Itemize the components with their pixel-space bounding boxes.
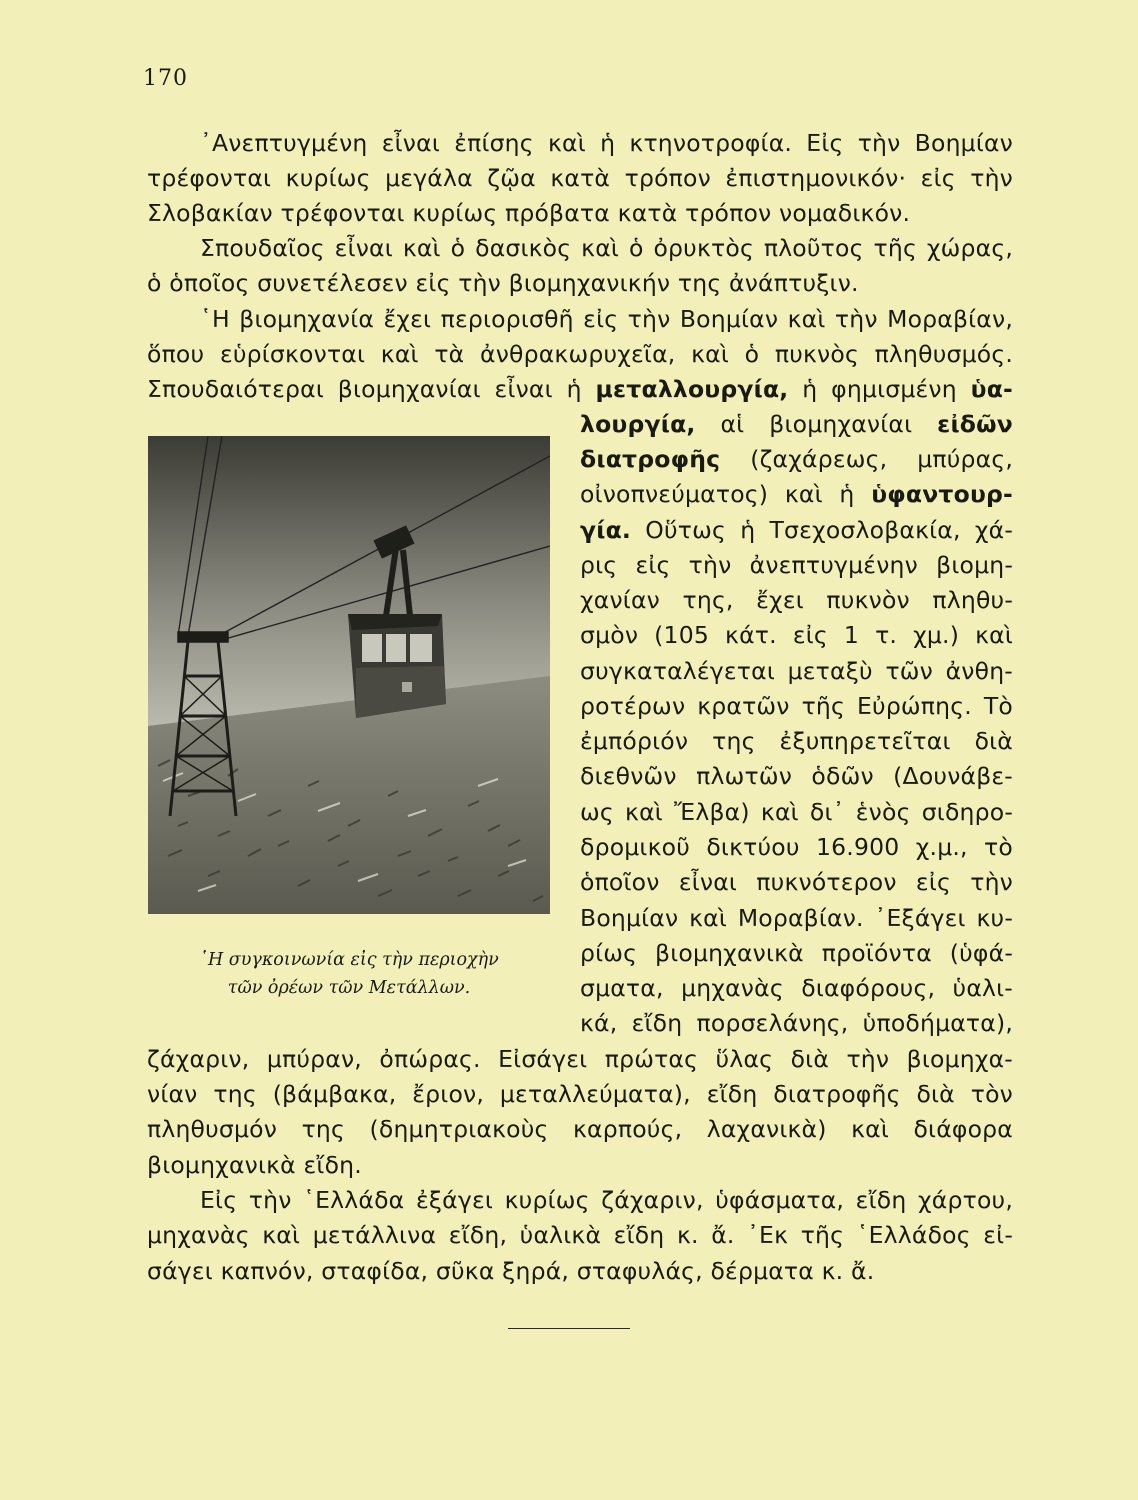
bold-term: διατροφῆς [580,445,721,473]
bold-term: εἰδῶν [937,410,1013,438]
column-line: ρις εἰς τὴν ἀνεπτυγμένην βιομη- [580,551,1013,579]
text-line: Σπουδαῖος εἶναι καὶ ὁ δασικὸς καὶ ὁ ὀρυκτὸς πλοῦτος τῆς χώρας, [200,234,1013,262]
text-line: τρέφονται κυρίως μεγάλα ζῷα κατὰ τρόπον ἐπιστημονικόν· εἰς τὴν [147,164,1013,192]
text-run: Σπουδαιότεραι βιομηχανίαι εἶναι ἡ [147,375,596,403]
text-line: ὁ ὁποῖος συνετέλεσεν εἰς τὴν βιομηχανικήν της ἀνάπτυξιν. [147,269,859,297]
bold-term: γία. [580,516,632,544]
column-line: σματα, μηχανὰς διαφόρους, ὑαλι- [580,974,1013,1002]
text-line: μηχανὰς καὶ μετάλλινα εἴδη, ὑαλικὰ εἴδη κ. ἄ. ᾽Εκ τῆς ῾Ελλάδος εἰ- [147,1221,1013,1249]
text-run: Οὕτως ἡ Τσεχοσλοβακία, χά- [631,516,1013,544]
column-line: κά, εἴδη πορσελάνης, ὑποδήματα), [580,1009,1013,1037]
text-line: νίαν της (βάμβακα, ἔριον, μεταλλεύματα), εἴδη διατροφῆς διὰ τὸν [147,1080,1013,1108]
bold-term: λουργία, [580,410,696,438]
text-line: ὅπου εὑρίσκονται καὶ τὰ ἀνθρακωρυχεῖα, καὶ ὁ πυκνὸς πληθυσμός. [147,340,1013,368]
end-rule [508,1328,630,1329]
column-line: ως καὶ Ἔλβα) καὶ δι᾽ ἑνὸς σιδηρο- [580,798,1013,826]
text-line: Εἰς τὴν ῾Ελλάδα ἐξάγει κυρίως ζάχαριν, ὑφάσματα, εἴδη χάρτου, [200,1186,1013,1214]
text-line: ᾽Ανεπτυγμένη εἶναι ἐπίσης καὶ ἡ κτηνοτροφία. Εἰς τὴν Βοημίαν [200,129,1013,157]
figure-caption-line: τῶν ὀρέων τῶν Μετάλλων. [227,978,471,998]
column-line: σμὸν (105 κάτ. εἰς 1 τ. χμ.) καὶ [580,621,1013,649]
figure-caption-line: ῾Η συγκοινωνία εἰς τὴν περιοχὴν [199,950,499,970]
bold-term: ὑφαντουρ- [871,480,1013,508]
text-line: ῾Η βιομηχανία ἔχει περιορισθῆ εἰς τὴν Βοημίαν καὶ τὴν Μοραβίαν, [200,305,1013,333]
column-line [580,478,1013,510]
text-run: (ζαχάρεως, μπύρας, [720,445,1013,473]
text-line: Σλοβακίαν τρέφονται κυρίως πρόβατα κατὰ τρόπον νομαδικόν. [147,199,911,227]
column-line: χανίαν της, ἔχει πυκνὸν πληθυ- [580,586,1013,614]
text-line: ζάχαριν, μπύραν, ὀπώρας. Εἰσάγει πρώτας ὕλας διὰ τὴν βιομηχα- [147,1045,1013,1073]
text-line: σάγει καπνόν, σταφίδα, σῦκα ξηρά, σταφυλάς, δέρματα κ. ἄ. [147,1257,875,1285]
text-line: βιομηχανικὰ εἴδη. [147,1151,362,1179]
text-run: αἱ βιομηχανίαι [695,410,938,438]
text-line: πληθυσμόν της (δημητριακοὺς καρπούς, λαχανικὰ) καὶ διάφορα [147,1115,1013,1143]
text-run: ἡ φημισμένη [788,375,971,403]
column-line: διεθνῶν πλωτῶν ὁδῶν (Δουνάβε- [580,762,1013,790]
column-line: ροτέρων κρατῶν τῆς Εὐρώπης. Τὸ [580,692,1013,720]
cable-car-photo [148,436,550,914]
column-line [580,408,1013,440]
column-line: ἐμπόριόν της ἐξυπηρετεῖται διὰ [580,727,1013,755]
column-line [580,443,1013,475]
column-line: ὁποῖον εἶναι πυκνότερον εἰς τὴν [580,868,1013,896]
text-line [147,373,1013,405]
bold-term: ὑα- [970,375,1014,403]
bold-term: μεταλλουργία, [595,375,789,403]
column-line: Βοημίαν καὶ Μοραβίαν. ᾽Εξάγει κυ- [580,904,1013,932]
column-line: ρίως βιομηχανικὰ προϊόντα (ὑφά- [580,939,1013,967]
page-number: 170 [143,66,188,91]
column-line: συγκαταλέγεται μεταξὺ τῶν ἀνθη- [580,657,1013,685]
column-line: δρομικοῦ δικτύου 16.900 χ.μ., τὸ [580,833,1013,861]
cable-car-illustration [148,436,550,914]
column-line [580,514,1013,546]
text-run: οἰνοπνεύματος) καὶ ἡ [580,480,872,508]
